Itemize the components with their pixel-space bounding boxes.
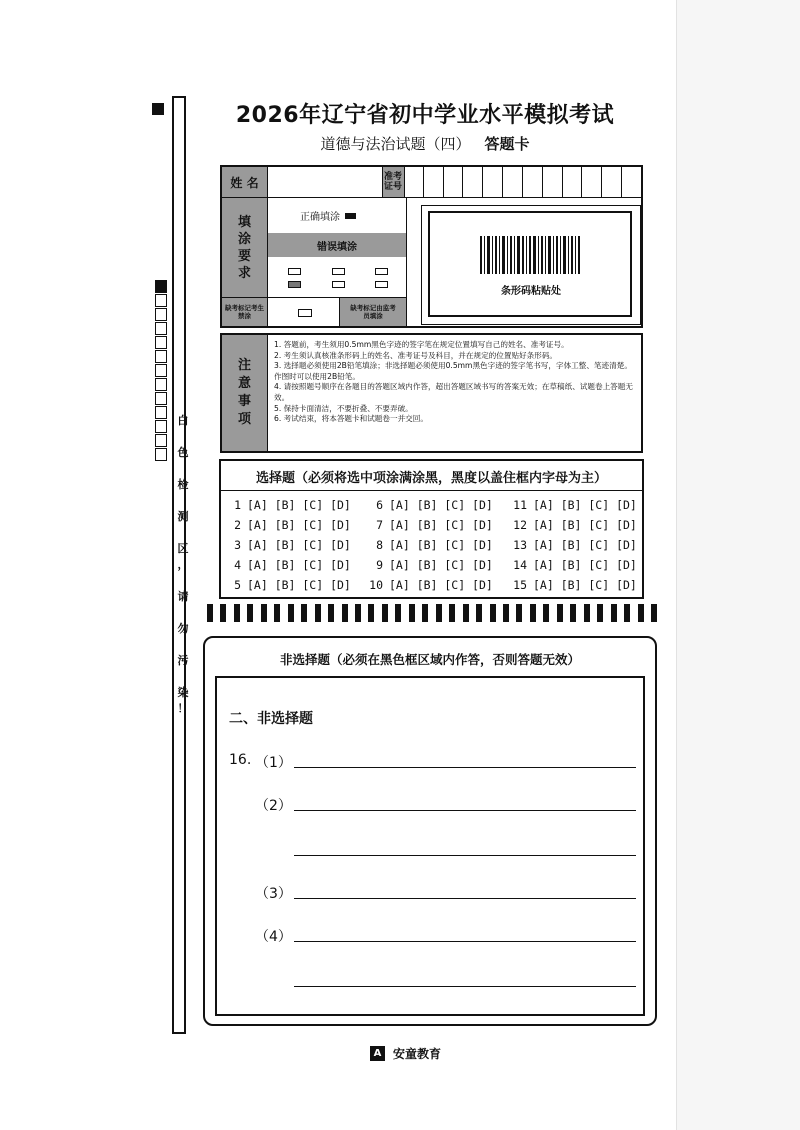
answer-area xyxy=(215,676,645,1016)
dash-mark-icon xyxy=(332,268,345,275)
answer-options[interactable]: [A] [B] [C] [D] xyxy=(247,558,351,572)
wrong-fill-examples xyxy=(288,268,388,275)
answer-line-2a[interactable] xyxy=(294,810,636,811)
answer-options[interactable]: [A] [B] [C] [D] xyxy=(533,518,637,532)
question-number: 5 xyxy=(234,578,241,592)
correct-fill-example: 正确填涂 xyxy=(300,208,356,223)
notice-item: 1. 答题前，考生须用0.5mm黑色字迹的签字笔在规定位置填写自己的姓名、准考证号。 xyxy=(274,340,569,349)
answer-line-2b[interactable] xyxy=(294,855,636,856)
notice-label: 注意事项 xyxy=(222,335,267,451)
answer-line-4a[interactable] xyxy=(294,941,636,942)
choice-section xyxy=(219,459,644,599)
filled-mark-icon xyxy=(345,213,356,219)
answer-options[interactable]: [A] [B] [C] [D] xyxy=(533,498,637,512)
absent-examinee-label: 缺考标记考生禁涂 xyxy=(222,298,267,326)
notice-list xyxy=(274,340,636,425)
answer-line-4b[interactable] xyxy=(294,986,636,987)
barcode-area xyxy=(421,205,641,325)
answer-options[interactable]: [A] [B] [C] [D] xyxy=(389,498,493,512)
barcode-label: 条形码粘贴处 xyxy=(501,286,561,297)
non-choice-section xyxy=(203,636,657,1026)
answer-options[interactable]: [A] [B] [C] [D] xyxy=(533,558,637,572)
section-heading: 二、非选择题 xyxy=(229,711,313,727)
notice-item: 6. 考试结束，将本答题卡和试题卷一并交回。 xyxy=(274,414,428,424)
subject-name: 道德与法治试题（四） xyxy=(320,135,471,153)
part-label-2: （2） xyxy=(255,798,292,814)
name-field[interactable] xyxy=(267,167,382,197)
non-choice-title: 非选择题（必须在黑色框区域内作答，否则答题无效） xyxy=(279,652,580,667)
exam-subtitle xyxy=(215,133,635,154)
brand-name: 安童教育 xyxy=(393,1047,442,1061)
page-margin xyxy=(676,0,800,1130)
exam-number-boxes[interactable] xyxy=(404,167,641,197)
fill-requirements-label: 填涂要求 xyxy=(222,198,267,297)
notice-item: 5. 保持卡面清洁，不要折叠、不要弄破。 xyxy=(274,403,413,413)
notice-item: 4. 请按照题号顺序在各题目的答题区域内作答，超出答题区域书写的答案无效；在草稿纸、试题卷上答题无效。 xyxy=(274,382,633,402)
question-number: 13 xyxy=(513,538,527,552)
choice-title: 选择题（必须将选中项涂满涂黑，黑度以盖住框内字母为主） xyxy=(255,471,607,486)
footer-brand xyxy=(370,1045,441,1062)
question-number: 1 xyxy=(234,498,241,512)
part-label-3: （3） xyxy=(255,886,292,902)
timing-marks xyxy=(207,604,657,622)
barcode-icon xyxy=(480,236,580,278)
answer-options[interactable]: [A] [B] [C] [D] xyxy=(389,518,493,532)
question-number: 3 xyxy=(234,538,241,552)
absent-proctor-label: 缺考标记由监考员填涂 xyxy=(340,298,406,326)
wrong-fill-label: 错误填涂 xyxy=(268,233,406,257)
notice-item: 2. 考生须认真核准条形码上的姓名、准考证号及科目，并在规定的位置贴好条形码。 xyxy=(274,350,558,360)
question-number: 9 xyxy=(376,558,383,572)
white-detection-note: 白 色 检 测 区 ， 请 勿 污 染 ！ xyxy=(177,414,189,715)
partial-mark-icon xyxy=(288,281,301,288)
part-label-4: （4） xyxy=(255,929,292,945)
question-number: 15 xyxy=(513,578,527,592)
question-number: 10 xyxy=(369,578,383,592)
question-number: 2 xyxy=(234,518,241,532)
answer-options[interactable]: [A] [B] [C] [D] xyxy=(247,538,351,552)
answer-line-3[interactable] xyxy=(294,898,636,899)
absent-mark-box[interactable] xyxy=(298,309,312,317)
answer-options[interactable]: [A] [B] [C] [D] xyxy=(533,538,637,552)
exam-title: 2026年辽宁省初中学业水平模拟考试 xyxy=(235,103,615,128)
part-label-1: （1） xyxy=(255,755,292,771)
question-number: 14 xyxy=(513,558,527,572)
detection-boxes xyxy=(155,280,167,462)
question-number: 8 xyxy=(376,538,383,552)
question-number: 16. xyxy=(229,752,252,768)
card-label: 答题卡 xyxy=(484,135,530,153)
cross-mark-icon xyxy=(288,268,301,275)
answer-options[interactable]: [A] [B] [C] [D] xyxy=(389,578,493,592)
info-box xyxy=(220,165,643,328)
name-label: 姓 名 xyxy=(222,167,267,197)
answer-options[interactable]: [A] [B] [C] [D] xyxy=(247,518,351,532)
notice-box xyxy=(220,333,643,453)
exam-number-label: 准考证号 xyxy=(382,167,404,197)
question-number: 4 xyxy=(234,558,241,572)
question-number: 7 xyxy=(376,518,383,532)
answer-options[interactable]: [A] [B] [C] [D] xyxy=(389,538,493,552)
bar-mark-icon xyxy=(375,268,388,275)
answer-options[interactable]: [A] [B] [C] [D] xyxy=(389,558,493,572)
brand-logo-icon: A xyxy=(370,1046,385,1061)
answer-line-1[interactable] xyxy=(294,767,636,768)
question-number: 12 xyxy=(513,518,527,532)
answer-options[interactable]: [A] [B] [C] [D] xyxy=(247,498,351,512)
dot-mark-icon xyxy=(332,281,345,288)
corner-mark xyxy=(152,103,164,115)
answer-options[interactable]: [A] [B] [C] [D] xyxy=(247,578,351,592)
wrong-fill-examples-2 xyxy=(288,281,388,288)
notice-item: 3. 选择题必须使用2B铅笔填涂；非选择题必须使用0.5mm黑色字迹的签字笔书写，字体工整、笔迹清楚。作图时可以使用2B铅笔。 xyxy=(274,361,632,381)
answer-options[interactable]: [A] [B] [C] [D] xyxy=(533,578,637,592)
question-number: 6 xyxy=(376,498,383,512)
question-number: 11 xyxy=(513,498,527,512)
line-mark-icon xyxy=(375,281,388,288)
